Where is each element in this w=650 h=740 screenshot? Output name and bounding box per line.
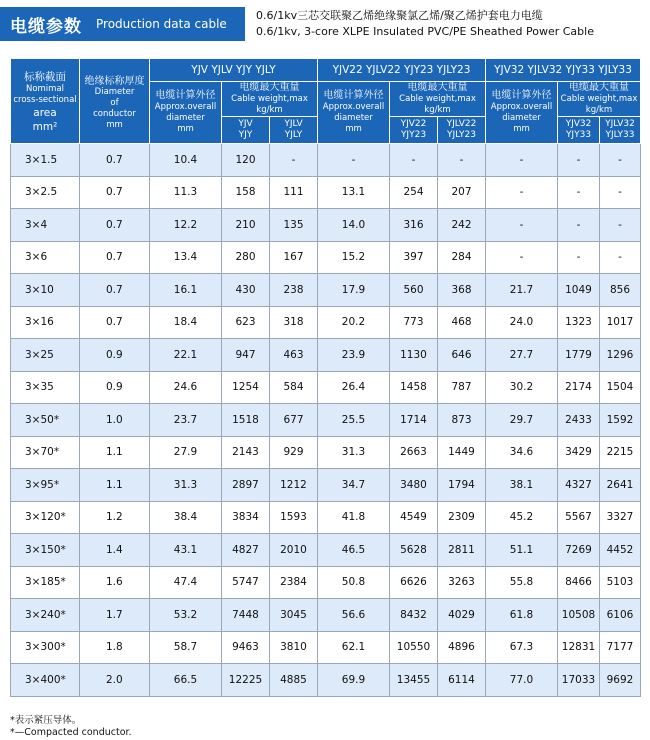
table-cell: 34.6	[486, 436, 558, 469]
table-cell: -	[270, 144, 318, 177]
table-cell: 47.4	[150, 566, 222, 599]
table-cell: 69.9	[318, 664, 390, 697]
table-cell: 43.1	[150, 534, 222, 567]
table-row	[11, 436, 641, 469]
table-row	[11, 241, 641, 274]
table-cell: 1296	[600, 339, 641, 372]
table-cell: 27.7	[486, 339, 558, 372]
table-cell: 61.8	[486, 599, 558, 632]
cable-data-table	[10, 58, 641, 697]
table-cell: 5628	[390, 534, 438, 567]
table-body	[11, 144, 641, 697]
table-cell: 1049	[558, 274, 600, 307]
table-cell: -	[558, 144, 600, 177]
table-cell: 2811	[438, 534, 486, 567]
table-cell: 38.1	[486, 469, 558, 502]
table-cell: 3045	[270, 599, 318, 632]
table-cell: 3×4	[11, 209, 80, 242]
table-cell: 8432	[390, 599, 438, 632]
group-header-1: YJV YJLV YJY YJLY	[150, 59, 318, 82]
table-cell: 3×6	[11, 241, 80, 274]
table-cell: 24.0	[486, 306, 558, 339]
table-cell: 62.1	[318, 631, 390, 664]
title-chinese: 电缆参数	[10, 16, 82, 37]
table-row	[11, 566, 641, 599]
table-cell: 646	[438, 339, 486, 372]
table-cell: 24.6	[150, 371, 222, 404]
table-cell: 4029	[438, 599, 486, 632]
table-cell: 2663	[390, 436, 438, 469]
table-cell: 1.1	[80, 436, 150, 469]
table-cell: 50.8	[318, 566, 390, 599]
table-cell: 1323	[558, 306, 600, 339]
subcol-header: YJLV32 YJLY33	[600, 117, 641, 144]
table-cell: -	[390, 144, 438, 177]
weight-header: 电缆最大重量 Cable weight,max kg/km	[222, 82, 318, 117]
table-row	[11, 631, 641, 664]
table-cell: 0.7	[80, 209, 150, 242]
table-cell: -	[438, 144, 486, 177]
table-cell: 3×185*	[11, 566, 80, 599]
table-row	[11, 176, 641, 209]
table-cell: 13.4	[150, 241, 222, 274]
table-cell: 77.0	[486, 664, 558, 697]
table-cell: 3×70*	[11, 436, 80, 469]
table-cell: 29.7	[486, 404, 558, 437]
table-row	[11, 534, 641, 567]
table-cell: -	[486, 176, 558, 209]
table-cell: 2309	[438, 501, 486, 534]
table-cell: 1779	[558, 339, 600, 372]
table-cell: 55.8	[486, 566, 558, 599]
table-cell: 111	[270, 176, 318, 209]
table-cell: 1.4	[80, 534, 150, 567]
table-cell: 316	[390, 209, 438, 242]
table-cell: 3×120*	[11, 501, 80, 534]
table-row	[11, 404, 641, 437]
title-banner	[0, 7, 245, 41]
table-cell: 3834	[222, 501, 270, 534]
table-cell: 12831	[558, 631, 600, 664]
table-cell: 284	[438, 241, 486, 274]
table-cell: 3×2.5	[11, 176, 80, 209]
table-cell: -	[558, 241, 600, 274]
table-cell: 1592	[600, 404, 641, 437]
table-cell: 3×10	[11, 274, 80, 307]
table-row	[11, 469, 641, 502]
table-cell: 947	[222, 339, 270, 372]
table-cell: 242	[438, 209, 486, 242]
table-cell: 31.3	[150, 469, 222, 502]
diameter-header: 电缆计算外径 Approx.overall diameter mm	[318, 82, 390, 144]
table-cell: 1.7	[80, 599, 150, 632]
table-cell: 45.2	[486, 501, 558, 534]
footnote-english: *—Compacted conductor.	[10, 727, 132, 738]
table-cell: 14.0	[318, 209, 390, 242]
table-cell: 463	[270, 339, 318, 372]
table-row	[11, 664, 641, 697]
weight-header: 电缆最大重量 Cable weight,max kg/km	[558, 82, 641, 117]
table-cell: 56.6	[318, 599, 390, 632]
table-cell: 280	[222, 241, 270, 274]
table-cell: 207	[438, 176, 486, 209]
table-cell: 4549	[390, 501, 438, 534]
table-cell: 66.5	[150, 664, 222, 697]
table-cell: 13455	[390, 664, 438, 697]
table-cell: 397	[390, 241, 438, 274]
table-cell: 0.7	[80, 144, 150, 177]
table-cell: 4327	[558, 469, 600, 502]
footnote-chinese: *表示紧压导体。	[10, 715, 82, 726]
footnotes	[10, 715, 132, 739]
table-cell: 2433	[558, 404, 600, 437]
table-cell: 4452	[600, 534, 641, 567]
table-cell: 5747	[222, 566, 270, 599]
table-cell: 5567	[558, 501, 600, 534]
table-cell: 0.7	[80, 241, 150, 274]
table-cell: 2641	[600, 469, 641, 502]
table-cell: 6106	[600, 599, 641, 632]
table-cell: 10.4	[150, 144, 222, 177]
table-cell: 584	[270, 371, 318, 404]
table-cell: 2010	[270, 534, 318, 567]
table-cell: 1518	[222, 404, 270, 437]
table-cell: 1.1	[80, 469, 150, 502]
title-english: Production data cable	[96, 17, 227, 31]
table-cell: 1714	[390, 404, 438, 437]
table-cell: 368	[438, 274, 486, 307]
table-cell: -	[600, 241, 641, 274]
group-header-2: YJV22 YJLV22 YJY23 YJLY23	[318, 59, 486, 82]
table-cell: 3×50*	[11, 404, 80, 437]
diameter-header: 电缆计算外径 Approx.overall diameter mm	[150, 82, 222, 144]
table-row	[11, 144, 641, 177]
table-cell: 17.9	[318, 274, 390, 307]
subcol-header: YJLV22 YJLY23	[438, 117, 486, 144]
table-cell: 2897	[222, 469, 270, 502]
table-cell: 856	[600, 274, 641, 307]
table-cell: 3327	[600, 501, 641, 534]
table-cell: 12225	[222, 664, 270, 697]
table-cell: 1.2	[80, 501, 150, 534]
table-cell: 3429	[558, 436, 600, 469]
table-row	[11, 371, 641, 404]
table-cell: -	[600, 209, 641, 242]
table-cell: -	[600, 176, 641, 209]
table-cell: 787	[438, 371, 486, 404]
table-cell: 22.1	[150, 339, 222, 372]
table-cell: 1.8	[80, 631, 150, 664]
table-cell: 210	[222, 209, 270, 242]
table-cell: 135	[270, 209, 318, 242]
description-english: 0.6/1kv, 3-core XLPE Insulated PVC/PE Sheathed Power Cable	[256, 25, 594, 38]
table-cell: 2.0	[80, 664, 150, 697]
table-cell: 430	[222, 274, 270, 307]
table-cell: 4827	[222, 534, 270, 567]
table-cell: 31.3	[318, 436, 390, 469]
table-cell: -	[558, 176, 600, 209]
table-cell: 18.4	[150, 306, 222, 339]
table-cell: 34.7	[318, 469, 390, 502]
table-cell: 7177	[600, 631, 641, 664]
table-cell: 9463	[222, 631, 270, 664]
description-chinese: 0.6/1kv三芯交联聚乙烯绝缘聚氯乙烯/聚乙烯护套电力电缆	[256, 9, 543, 22]
table-cell: 3×25	[11, 339, 80, 372]
table-cell: 1458	[390, 371, 438, 404]
table-cell: 20.2	[318, 306, 390, 339]
subcol-header: YJLV YJLY	[270, 117, 318, 144]
table-cell: 17033	[558, 664, 600, 697]
table-cell: 1130	[390, 339, 438, 372]
table-cell: 0.7	[80, 274, 150, 307]
table-cell: -	[600, 144, 641, 177]
table-cell: 1794	[438, 469, 486, 502]
group-header-3: YJV32 YJLV32 YJY33 YJLY33	[486, 59, 641, 82]
table-cell: 318	[270, 306, 318, 339]
insulation-column-header: 绝缘标称厚度 Diameter of conductor mm	[80, 59, 150, 144]
table-cell: -	[486, 209, 558, 242]
weight-header: 电缆最大重量 Cable weight,max kg/km	[390, 82, 486, 117]
table-cell: 23.7	[150, 404, 222, 437]
table-cell: 7448	[222, 599, 270, 632]
table-cell: 12.2	[150, 209, 222, 242]
table-cell: 3263	[438, 566, 486, 599]
table-cell: 6626	[390, 566, 438, 599]
table-cell: 7269	[558, 534, 600, 567]
table-cell: 2143	[222, 436, 270, 469]
table-cell: 4896	[438, 631, 486, 664]
table-cell: 1212	[270, 469, 318, 502]
table-row	[11, 209, 641, 242]
table-cell: 5103	[600, 566, 641, 599]
table-cell: 167	[270, 241, 318, 274]
table-cell: 1.6	[80, 566, 150, 599]
table-cell: 0.9	[80, 371, 150, 404]
table-cell: 6114	[438, 664, 486, 697]
table-row	[11, 339, 641, 372]
table-cell: 1449	[438, 436, 486, 469]
table-cell: 1504	[600, 371, 641, 404]
table-cell: 560	[390, 274, 438, 307]
table-cell: 1254	[222, 371, 270, 404]
table-cell: 21.7	[486, 274, 558, 307]
table-cell: 773	[390, 306, 438, 339]
subcol-header: YJV32 YJY33	[558, 117, 600, 144]
table-row	[11, 274, 641, 307]
table-cell: 38.4	[150, 501, 222, 534]
table-cell: 4885	[270, 664, 318, 697]
table-row	[11, 306, 641, 339]
table-cell: -	[486, 144, 558, 177]
table-cell: 1593	[270, 501, 318, 534]
cable-description	[256, 8, 594, 40]
table-cell: 623	[222, 306, 270, 339]
table-cell: 3×150*	[11, 534, 80, 567]
table-cell: 2384	[270, 566, 318, 599]
table-cell: 3×1.5	[11, 144, 80, 177]
table-cell: 0.9	[80, 339, 150, 372]
table-cell: -	[486, 241, 558, 274]
table-cell: 10508	[558, 599, 600, 632]
table-cell: 2174	[558, 371, 600, 404]
table-cell: 51.1	[486, 534, 558, 567]
page-header	[0, 0, 650, 52]
table-cell: 11.3	[150, 176, 222, 209]
table-cell: 15.2	[318, 241, 390, 274]
table-cell: 16.1	[150, 274, 222, 307]
table-cell: 120	[222, 144, 270, 177]
table-cell: 0.7	[80, 306, 150, 339]
table-cell: 53.2	[150, 599, 222, 632]
table-cell: 3×400*	[11, 664, 80, 697]
table-cell: 58.7	[150, 631, 222, 664]
table-cell: 23.9	[318, 339, 390, 372]
table-cell: 254	[390, 176, 438, 209]
table-cell: -	[558, 209, 600, 242]
table-cell: 873	[438, 404, 486, 437]
table-cell: 158	[222, 176, 270, 209]
table-cell: 30.2	[486, 371, 558, 404]
table-cell: 13.1	[318, 176, 390, 209]
area-column-header: 标称截面 Nomimal cross-sectional area mm²	[11, 59, 80, 144]
table-cell: 3×16	[11, 306, 80, 339]
table-cell: 3×95*	[11, 469, 80, 502]
table-cell: 2215	[600, 436, 641, 469]
table-cell: 3×35	[11, 371, 80, 404]
table-cell: 67.3	[486, 631, 558, 664]
table-cell: 26.4	[318, 371, 390, 404]
table-cell: 238	[270, 274, 318, 307]
table-cell: 468	[438, 306, 486, 339]
table-cell: 1.0	[80, 404, 150, 437]
table-cell: 3×300*	[11, 631, 80, 664]
table-cell: 3480	[390, 469, 438, 502]
table-cell: 1017	[600, 306, 641, 339]
table-cell: 3×240*	[11, 599, 80, 632]
table-cell: 0.7	[80, 176, 150, 209]
table-row	[11, 599, 641, 632]
subcol-header: YJV YJY	[222, 117, 270, 144]
table-cell: -	[318, 144, 390, 177]
table-cell: 3810	[270, 631, 318, 664]
table-cell: 9692	[600, 664, 641, 697]
subcol-header: YJV22 YJY23	[390, 117, 438, 144]
diameter-header: 电缆计算外径 Approx.overall diameter mm	[486, 82, 558, 144]
table-cell: 25.5	[318, 404, 390, 437]
table-row	[11, 501, 641, 534]
table-cell: 27.9	[150, 436, 222, 469]
table-cell: 10550	[390, 631, 438, 664]
table-cell: 8466	[558, 566, 600, 599]
table-cell: 41.8	[318, 501, 390, 534]
table-cell: 46.5	[318, 534, 390, 567]
table-cell: 677	[270, 404, 318, 437]
table-cell: 929	[270, 436, 318, 469]
